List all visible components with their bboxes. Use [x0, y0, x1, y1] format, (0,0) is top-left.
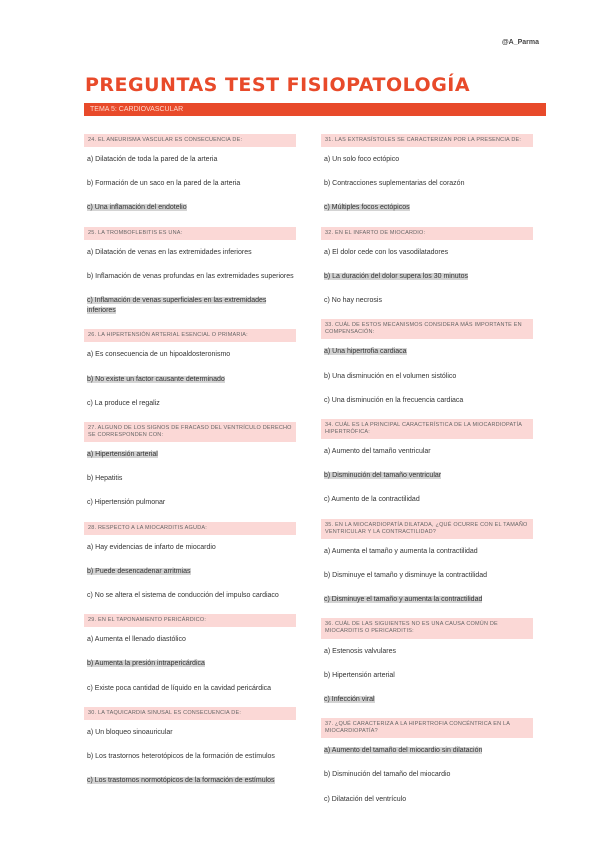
answer-option: [323, 395, 533, 407]
answer-option-highlighted: [86, 775, 296, 787]
answer-option: [86, 497, 296, 509]
right-question-column: [321, 134, 533, 818]
question-header: 28. RESPECTO A LA MIOCARDITIS AGUDA:: [84, 522, 296, 535]
answer-option-highlighted: [323, 745, 533, 757]
question-block: [84, 134, 296, 215]
answer-option-highlighted: [86, 449, 296, 461]
answer-option-text: a) Un solo foco ectópico: [324, 156, 400, 164]
answer-option: [86, 727, 296, 739]
answer-option: [86, 590, 296, 602]
answer-option-text: a) Aumenta el llenado diastólico: [87, 636, 186, 644]
answer-option-highlighted: [323, 346, 533, 358]
answer-option-text: c) No hay necrosis: [324, 296, 382, 304]
answer-option-text: a) El dolor cede con los vasodilatadores: [324, 248, 449, 256]
question-block: [321, 618, 533, 706]
answer-option-text: c) Los trastornos normotópicos de la formación de estímulos: [87, 777, 275, 785]
question-block: [321, 419, 533, 507]
answer-option-text: b) Puede desencadenar arritmias: [87, 567, 191, 575]
answer-option: [323, 446, 533, 458]
answer-option-text: a) Aumento del tamaño del miocardio sin dilatación: [324, 747, 483, 755]
answer-option: [86, 683, 296, 695]
answer-option-text: a) Un bloqueo sinoauricular: [87, 728, 173, 736]
left-question-column: [84, 134, 296, 799]
answer-option-highlighted: [86, 374, 296, 386]
answer-option-text: b) Disminuye el tamaño y disminuye la contractilidad: [324, 571, 488, 579]
question-block: [84, 227, 296, 318]
answer-option-text: c) Existe poca cantidad de líquido en la cavidad pericárdica: [87, 684, 272, 692]
question-block: [321, 319, 533, 407]
answer-option: [86, 271, 296, 283]
answer-option-text: a) Hipertensión arterial: [87, 451, 158, 459]
answer-option-highlighted: [86, 202, 296, 214]
answer-option-text: c) Inflamación de venas superficiales en las extremidades inferiores: [87, 296, 267, 315]
answer-option: [323, 546, 533, 558]
answer-option-highlighted: [86, 658, 296, 670]
question-block: [321, 718, 533, 806]
answer-option-text: a) Es consecuencia de un hipoaldosteronismo: [87, 351, 231, 359]
question-header: 34. CUÁL ES LA PRINCIPAL CARACTERÍSTICA DE LA MIOCARDIOPATÍA HIPERTRÓFICA:: [321, 419, 533, 439]
answer-option: [323, 570, 533, 582]
answer-option: [323, 646, 533, 658]
question-block: [321, 134, 533, 215]
answer-option-text: c) No se altera el sistema de conducción del impulso cardiaco: [87, 591, 279, 599]
question-header: 32. EN EL INFARTO DE MIOCARDIO:: [321, 227, 533, 240]
question-header: 24. EL ANEURISMA VASCULAR ES CONSECUENCIA DE:: [84, 134, 296, 147]
answer-option-highlighted: [86, 295, 296, 317]
answer-option-text: a) Una hipertrofia cardiaca: [324, 348, 407, 356]
answer-option: [323, 769, 533, 781]
answer-option-text: b) Formación de un saco en la pared de la arteria: [87, 180, 241, 188]
answer-option-highlighted: [323, 594, 533, 606]
page-title: PREGUNTAS TEST FISIOPATOLOGÍA: [85, 74, 471, 96]
answer-option: [323, 670, 533, 682]
answer-option-text: c) Dilatación del ventrículo: [324, 795, 407, 803]
question-block: [321, 519, 533, 607]
question-header: 30. LA TAQUICARDIA SINUSAL ES CONSECUENCIA DE:: [84, 707, 296, 720]
answer-option: [323, 371, 533, 383]
answer-option-text: c) Aumento de la contractilidad: [324, 496, 420, 504]
answer-option-highlighted: [86, 566, 296, 578]
answer-option-text: a) Aumenta el tamaño y aumenta la contractilidad: [324, 547, 478, 555]
answer-option-text: b) La duración del dolor supera los 30 minutos: [324, 272, 468, 280]
question-header: 36. CUÁL DE LAS SIGUIENTES NO ES UNA CAUSA COMÚN DE MIOCARDITIS O PERICARDITIS:: [321, 618, 533, 638]
question-block: [321, 227, 533, 308]
question-header: 27. ALGUNO DE LOS SIGNOS DE FRACASO DEL VENTRÍCULO DERECHO SE CORRESPONDEN CON:: [84, 422, 296, 442]
answer-option-text: a) Dilatación de toda la pared de la arteria: [87, 156, 218, 164]
question-block: [84, 422, 296, 510]
answer-option-text: a) Dilatación de venas en las extremidades inferiores: [87, 248, 252, 256]
answer-option: [323, 794, 533, 806]
answer-option-text: c) Una disminución en la frecuencia cardiaca: [324, 396, 464, 404]
answer-option-text: b) Contracciones suplementarias del corazón: [324, 180, 465, 188]
answer-option-text: b) Aumenta la presión intrapericárdica: [87, 660, 205, 668]
answer-option-highlighted: [323, 470, 533, 482]
answer-option: [86, 247, 296, 259]
answer-option: [86, 473, 296, 485]
answer-option: [323, 494, 533, 506]
answer-option-text: b) No existe un factor causante determinado: [87, 375, 225, 383]
answer-option-text: c) Disminuye el tamaño y aumenta la contractilidad: [324, 596, 483, 604]
answer-option-text: b) Hepatitis: [87, 475, 123, 483]
answer-option-text: b) Una disminución en el volumen sistólico: [324, 372, 457, 380]
answer-option-text: c) La produce el regaliz: [87, 399, 160, 407]
question-header: 25. LA TROMBOFLEBITIS ES UNA:: [84, 227, 296, 240]
answer-option-text: a) Hay evidencias de infarto de miocardio: [87, 543, 216, 551]
answer-option-highlighted: [323, 694, 533, 706]
answer-option-highlighted: [323, 271, 533, 283]
question-block: [84, 614, 296, 695]
question-block: [84, 707, 296, 788]
answer-option-text: b) Disminución del tamaño del miocardio: [324, 771, 451, 779]
question-header: 26. LA HIPERTENSIÓN ARTERIAL ESENCIAL O PRIMARIA:: [84, 329, 296, 342]
answer-option-text: c) Múltiples focos ectópicos: [324, 204, 410, 212]
answer-option: [86, 751, 296, 763]
answer-option: [323, 247, 533, 259]
answer-option-text: b) Hipertensión arterial: [324, 671, 395, 679]
answer-option-text: a) Aumento del tamaño ventricular: [324, 448, 431, 456]
answer-option-text: b) Inflamación de venas profundas en las extremidades superiores: [87, 272, 294, 280]
answer-option-text: b) Los trastornos heterotópicos de la formación de estímulos: [87, 752, 275, 760]
answer-option-text: b) Disminución del tamaño ventricular: [324, 472, 442, 480]
question-header: 33. CUÁL DE ESTOS MECANISMOS CONSIDERA MÁS IMPORTANTE EN COMPENSACIÓN:: [321, 319, 533, 339]
author-handle: @A_Parma: [501, 39, 539, 46]
answer-option: [323, 178, 533, 190]
question-header: 29. EN EL TAPONAMIENTO PERICÁRDICO:: [84, 614, 296, 627]
question-block: [84, 329, 296, 410]
answer-option: [86, 154, 296, 166]
answer-option-text: c) Hipertensión pulmonar: [87, 499, 166, 507]
answer-option: [86, 349, 296, 361]
answer-option: [86, 398, 296, 410]
question-header: 37. ¿QUÉ CARACTERIZA A LA HIPERTROFIA CONCÉNTRICA EN LA MIOCARDIOPATÍA?: [321, 718, 533, 738]
answer-option: [86, 178, 296, 190]
question-header: 35. EN LA MIOCARDIOPATÍA DILATADA, ¿QUÉ OCURRE CON EL TAMAÑO VENTRICULAR Y LA CONTRACTILIDAD?: [321, 519, 533, 539]
section-banner: TEMA 5: CARDIOVASCULAR: [84, 103, 546, 116]
answer-option-text: c) Infección viral: [324, 695, 375, 703]
answer-option: [323, 295, 533, 307]
answer-option: [86, 634, 296, 646]
question-block: [84, 522, 296, 603]
answer-option-text: a) Estenosis valvulares: [324, 647, 396, 655]
answer-option-text: c) Una inflamación del endotelio: [87, 204, 187, 212]
answer-option-highlighted: [323, 202, 533, 214]
answer-option: [323, 154, 533, 166]
question-header: 31. LAS EXTRASÍSTOLES SE CARACTERIZAN POR LA PRESENCIA DE:: [321, 134, 533, 147]
answer-option: [86, 542, 296, 554]
